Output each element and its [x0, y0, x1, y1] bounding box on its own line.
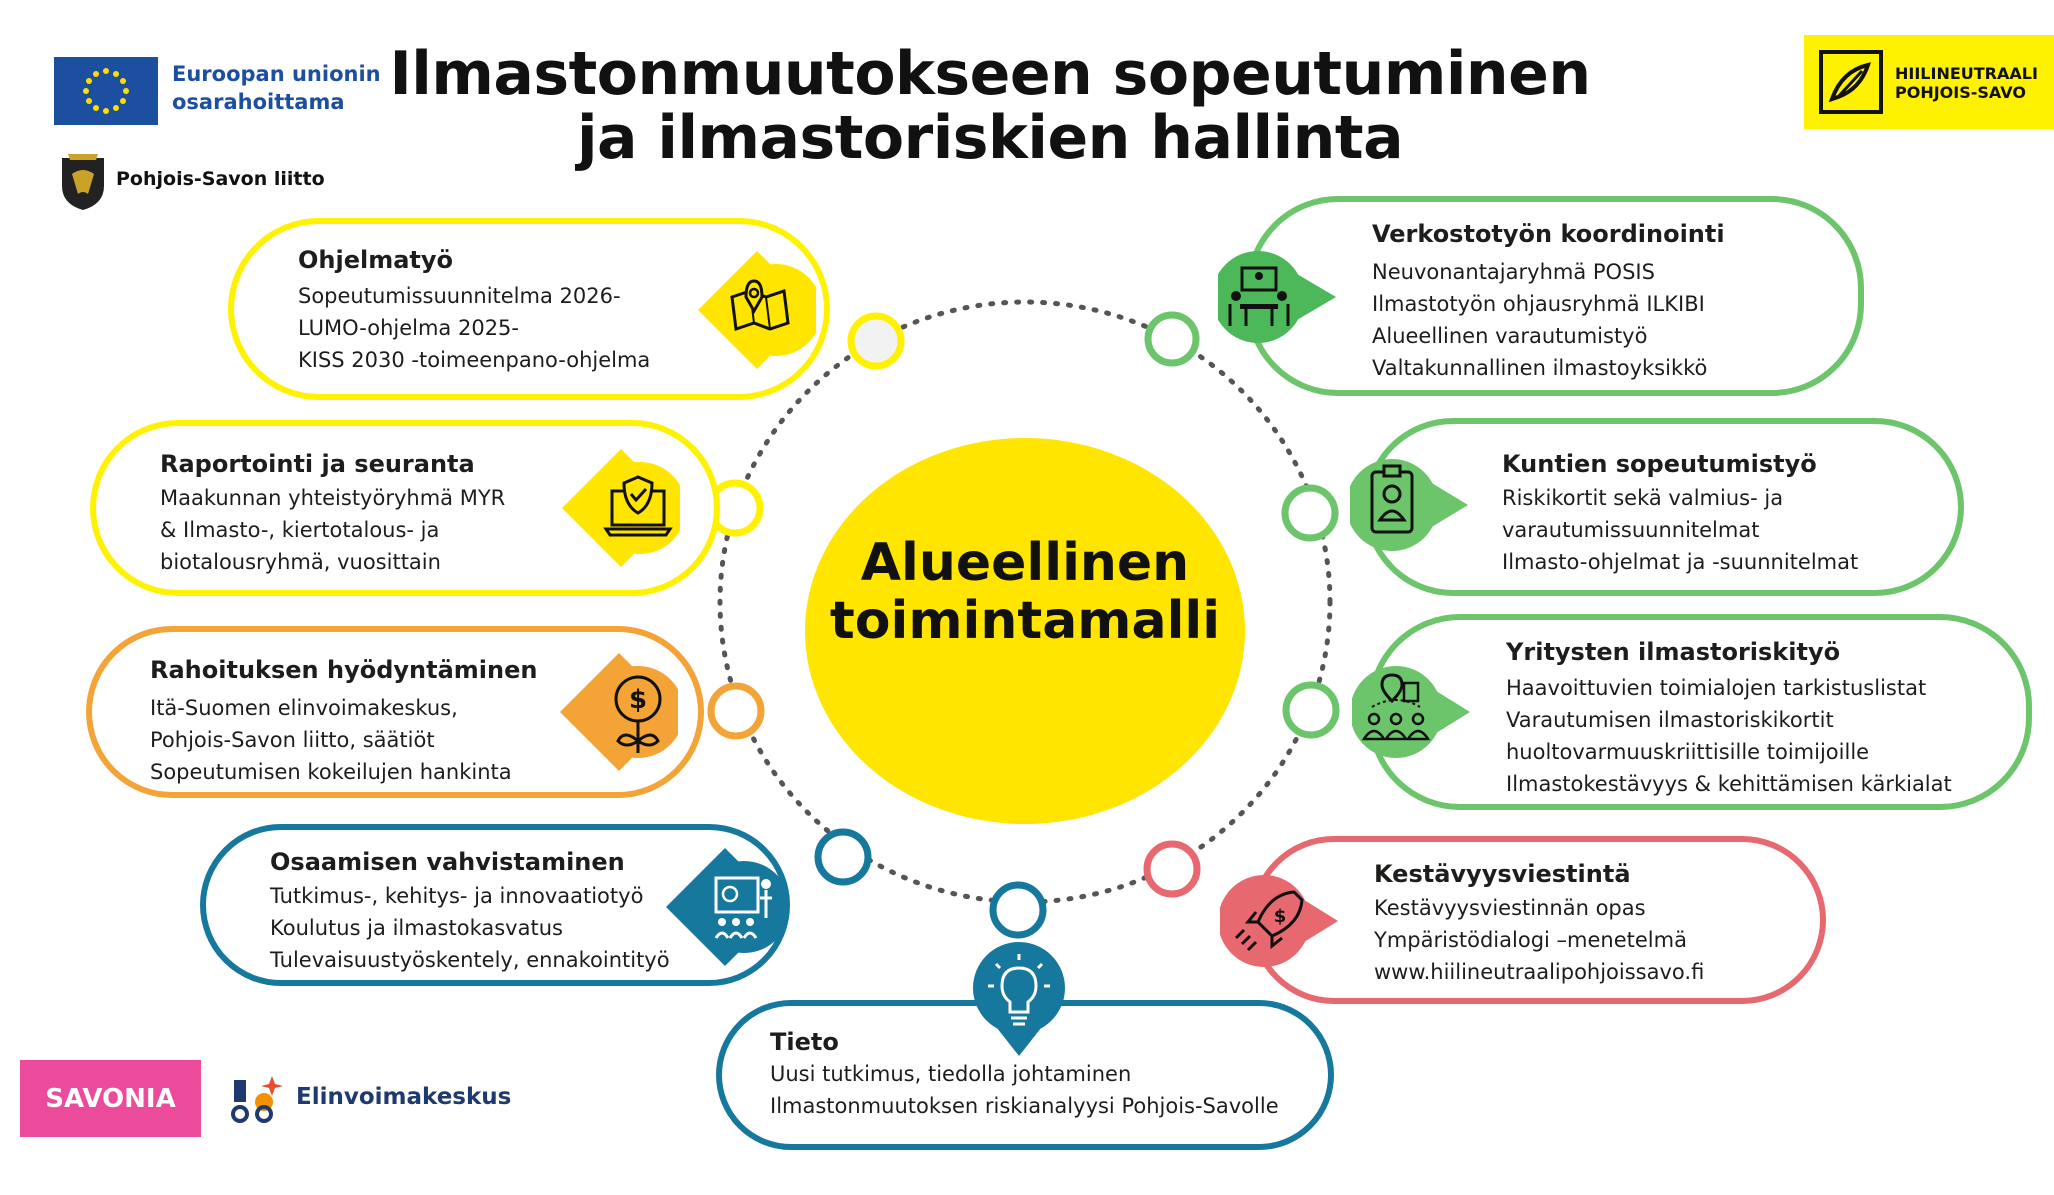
node-rahoitus — [711, 686, 761, 736]
box-title: Kestävyysviestintä — [1374, 860, 1631, 888]
elinvoimakeskus-icon — [228, 1072, 284, 1126]
money-plant-icon — [560, 653, 678, 771]
node-kunnat — [1285, 488, 1335, 538]
shield-laptop-icon — [562, 449, 680, 567]
node-yritykset — [1286, 685, 1336, 735]
box-title: Yritysten ilmastoriskityö — [1506, 638, 1841, 666]
node-osaaminen — [818, 832, 868, 882]
box-title: Verkostotyön koordinointi — [1372, 220, 1725, 248]
lightbulb-icon — [960, 940, 1078, 1058]
box-title: Rahoituksen hyödyntäminen — [150, 656, 538, 684]
svg-text:$: $ — [628, 685, 648, 715]
region-logo-text: Pohjois-Savon liitto — [116, 168, 325, 190]
id-badge-icon — [1350, 446, 1468, 564]
box-lines: Kestävyysviestinnän opas Ympäristödialogi –menetelmä www.hiilineutraalipohjoissavo.fi — [1374, 896, 1705, 984]
page-title: Ilmastonmuutokseen sopeutuminen ja ilmastoriskien hallinta — [389, 39, 1591, 173]
node-ohjelmatyo — [851, 316, 901, 366]
box-title: Ohjelmatyö — [298, 246, 454, 274]
box-lines: Neuvonantajaryhmä POSIS Ilmastotyön ohjausryhmä ILKIBI Alueellinen varautumistyö Valtakunnallinen ilmastoyksikkö — [1372, 260, 1708, 380]
box-lines: Itä-Suomen elinvoimakeskus, Pohjois-Savon liitto, säätiöt Sopeutumisen kokeilujen hankinta — [150, 696, 512, 784]
savonia-logo: SAVONIA — [20, 1060, 201, 1137]
map-pin-icon — [698, 251, 816, 369]
box-title: Kuntien sopeutumistyö — [1502, 450, 1817, 478]
coat-of-arms-icon — [58, 150, 108, 212]
node-viestinta — [1147, 844, 1197, 894]
box-lines: Sopeutumissuunnitelma 2026- LUMO-ohjelma 2025- KISS 2030 -toimeenpano-ohjelma — [298, 284, 651, 372]
elinvoimakeskus-text: Elinvoimakeskus — [296, 1084, 512, 1110]
box-title: Tieto — [770, 1028, 839, 1056]
eu-funding-text: Euroopan unionin osarahoittama — [172, 62, 381, 114]
eu-flag-icon — [54, 57, 158, 125]
box-lines: Maakunnan yhteistyöryhmä MYR & Ilmasto-, kiertotalous- ja biotalousryhmä, vuosittain — [160, 486, 506, 574]
center-label: Alueellinen toimintamalli — [829, 533, 1221, 651]
box-lines: Uusi tutkimus, tiedolla johtaminen Ilmastonmuutoksen riskianalyysi Pohjois-Savolle — [770, 1062, 1279, 1118]
box-lines: Tutkimus-, kehitys- ja innovaatiotyö Koulutus ja ilmastokasvatus Tulevaisuustyöskentely, ennakointityö — [270, 884, 670, 972]
box-title: Raportointi ja seuranta — [160, 450, 475, 478]
leaf-icon — [1818, 49, 1884, 115]
box-lines: Haavoittuvien toimialojen tarkistuslistat Varautumisen ilmastoriskikortit huoltovarmuuskriittisille toimijoille Ilmastokestävyys & kehittämisen kärkialat — [1506, 676, 1952, 796]
rocket-icon — [1220, 862, 1338, 980]
business-network-icon — [1352, 653, 1470, 771]
box-title: Osaamisen vahvistaminen — [270, 848, 625, 876]
box-verkosto — [1246, 196, 1864, 396]
box-lines: Riskikortit sekä valmius- ja varautumissuunnitelmat Ilmasto-ohjelmat ja -suunnitelmat — [1502, 486, 1859, 574]
node-verkosto — [1148, 315, 1196, 363]
presentation-icon — [666, 848, 784, 966]
meeting-icon — [1218, 238, 1336, 356]
hiilineutraali-text: HIILINEUTRAALI POHJOIS-SAVO — [1895, 64, 2038, 102]
node-tieto — [993, 885, 1043, 935]
svg-text:$: $ — [1273, 906, 1287, 927]
